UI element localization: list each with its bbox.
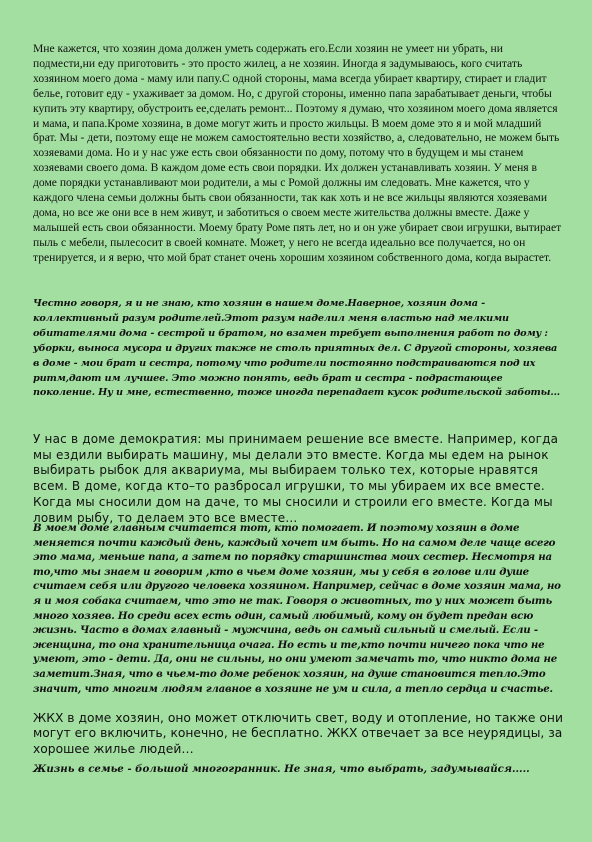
essay-closing-line: Жизнь в семье - большой многогранник. Не зная, что выбрать, задумывайся..... [33,763,530,775]
essay-paragraph-1: Мне кажется, что хозяин дома должен уметь содержать его.Если хозяин не умеет ни убрать, ни подмести,ни еду приготовить - это просто жилец, а не хозяин. Иногда я задумываюсь, кого считать хозяином моего дома - маму или папу.С одной стороны, мама всегда убирает квартиру, стирает и гладит белье, готовит еду - ухаживает за домом. Но, с другой стороны, именно папа зарабатывает деньги, чтобы купить эту квартиру, обустроить ее,сделать ремонт... Поэтому я думаю, что хозяином моего дома является и мама, и папа.Кроме хозяина, в доме могут жить и просто жильцы. В моем доме это я и мой младший брат. Мы - дети, поэтому еще не можем самостоятельно вести хозяйство, а, следовательно, не можем быть хозяевами дома. Но и у нас уже есть свои обязанности по дому, потому что в будущем и мы станем хозяевами своего дома. В каждом доме есть свои порядки. Их должен устанавливать хозяин. У меня в доме порядки устанавливают мои родители, а мы с Ромой должны им следовать. Мне кажется, что у каждого члена семьи должны быть свои обязанности, так как хоть и не все жильцы являются хозяевами дома, но все же они все в нем живут, и заботиться о своем месте жительства должны вместе. Даже у малышей есть свои обязанности. Моему брату Роме пять лет, но и он уже убирает свои игрушки, вытирает пыль с мебели, пылесосит в своей комнате. Может, у него не всегда идеально все получается, но он тренируется, и я верю, что мой брат станет очень хорошим хозяином собственного дома, когда вырастет. [33,42,562,264]
essay-paragraph-4: В моем доме главным считается тот, кто помогает. И поэтому хозяин в доме меняется почти каждый день, каждый хочет им быть. Но на самом деле чаще всего это мама, меньше папа, а затем по порядку старшинства моих сестер. Несмотря на то,что мы знаем и говорим ,кто в чьем доме хозяин, мы у себя в голове или душе считаем себя или другого человека хозяином. Например, сейчас в доме хозяин мама, но я и моя собака считаем, что это не так. Говоря о животных, то у них может быть много хозяев. Но среди всех есть один, самый любимый, кому он будет предан всю жизнь. Часто в домах главный - мужчина, ведь он самый сильный и смелый. Если - женщина, то она хранительница очага. Но есть и те,кто почти ничего пока что не умеют, это - дети. Да, они не сильны, но они умеют замечать то, что никто дома не заметит.Зная, что в чьем-то доме ребенок хозяин, на душе становится тепло.Это значит, что многим людям главное в хозяине не ум и сила, а тепло сердца и счастье. [33,522,561,695]
essay-paragraph-2: Честно говоря, я и не знаю, кто хозяин в нашем доме.Наверное, хозяин дома - коллективный разум родителей.Этот разум наделил меня властью над мелкими обитателями дома - сестрой и братом, но взамен требует выполнения работ по дому : уборки, выноса мусора и других также не столь приятных дел. С другой стороны, хозяева в доме - мои брат и сестра, потому что родители постоянно подстраиваются под их ритм,дают им лучшее. Это можно понять, ведь брат и сестра - подрастающее поколение. Ну и мне, естественно, тоже иногда перепадает кусок родительской заботы... [33,298,561,399]
essay-paragraph-5: ЖКХ в доме хозяин, оно может отключить свет, воду и отопление, но также они могут его включить, конечно, не бесплатно. ЖКХ отвечает за все неурядицы, за хорошее жилье людей… [33,711,563,756]
essay-paragraph-3: У нас в доме демократия: мы принимаем решение все вместе. Например, когда мы ездили выбирать машину, мы делали это вместе. Когда мы едем на рынок выбирать рыбок для аквариума, мы выбираем только тех, которые нравятся всем. В доме, когда кто–то разбросал игрушки, то мы убираем их все вместе. Когда мы сносили дом на даче, то мы сносили и строили его вместе. Когда мы ловим рыбу, то делаем это все вместе... [33,432,559,525]
